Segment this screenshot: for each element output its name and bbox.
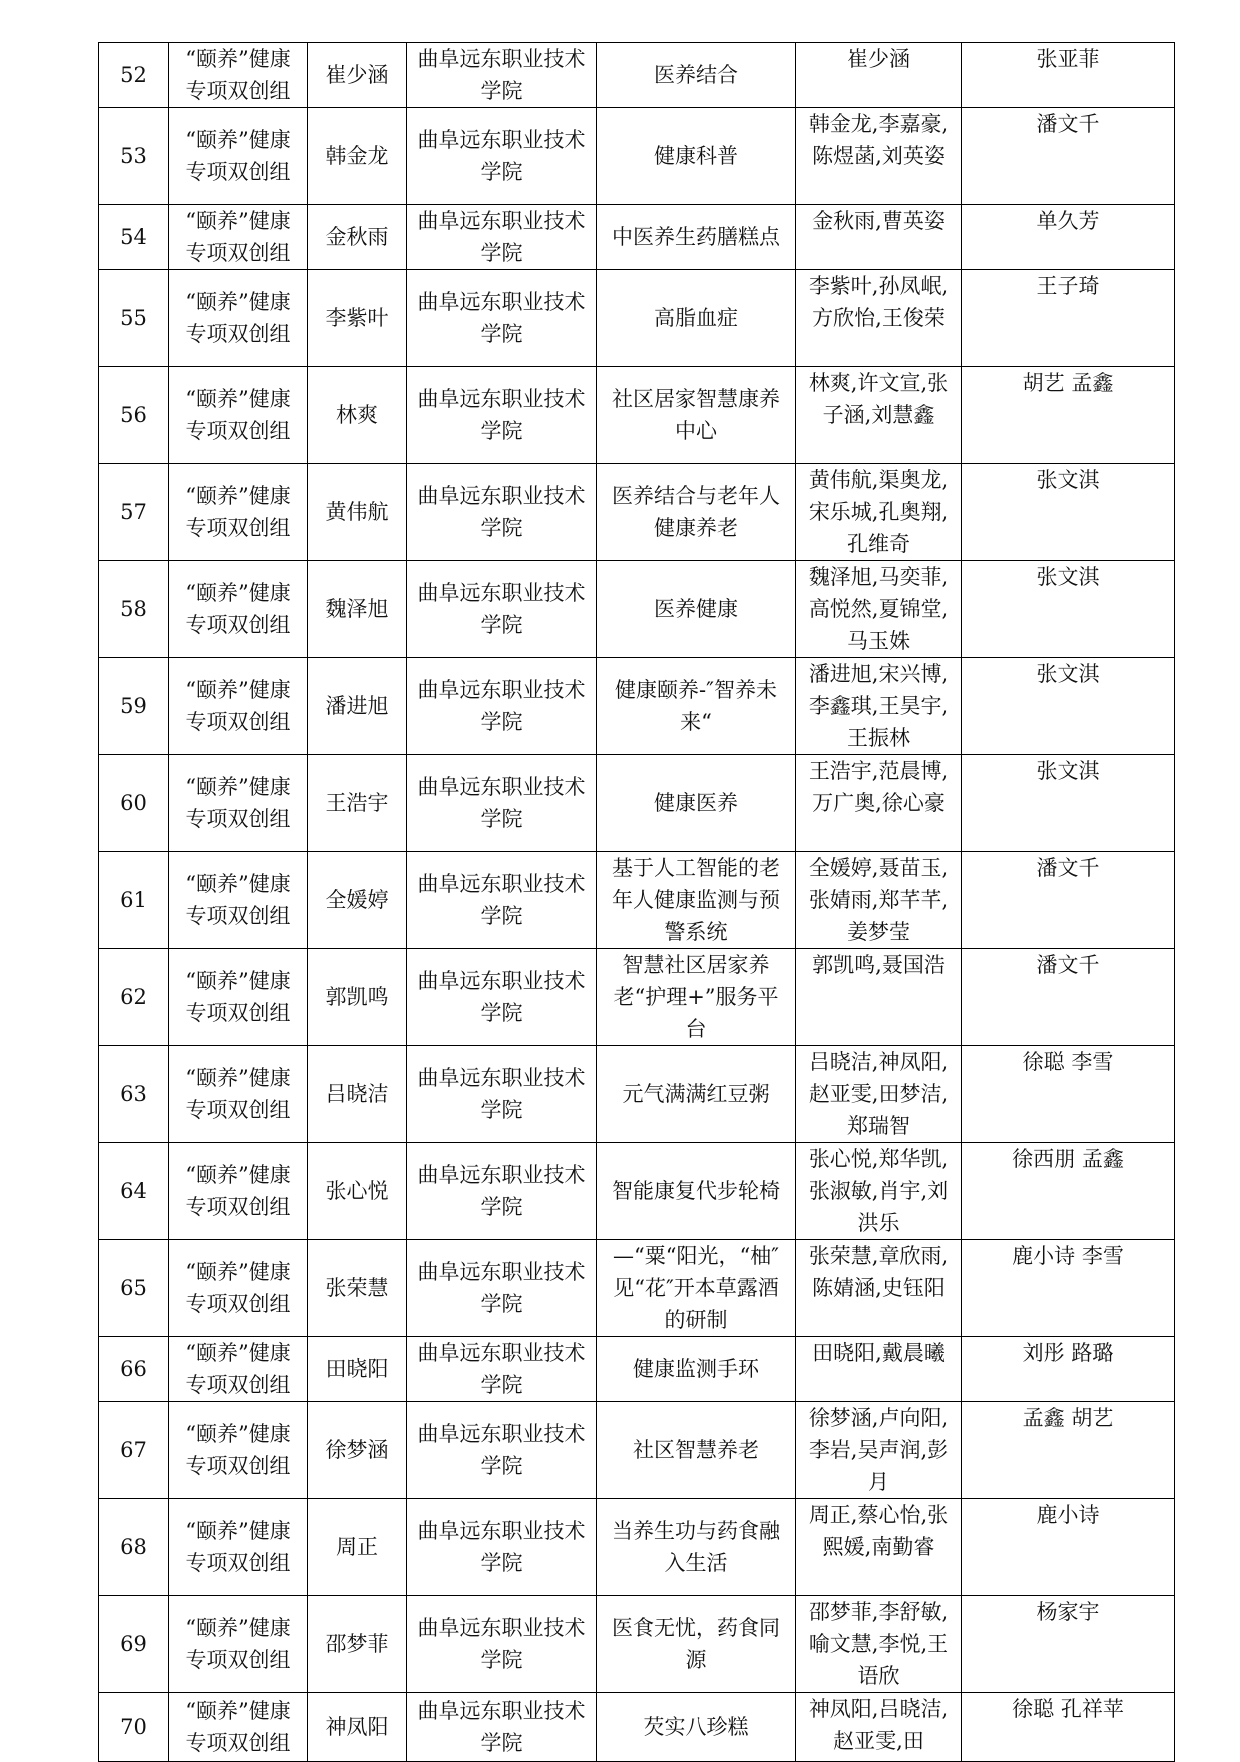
advisor-cell: 潘文千 <box>962 108 1175 205</box>
project-cell: 医食无忧，药食同源 <box>597 1596 796 1693</box>
project-cell: 医养健康 <box>597 561 796 658</box>
school-cell: 曲阜远东职业技术学院 <box>407 949 597 1046</box>
members-cell: 潘进旭,宋兴博,李鑫琪,王昊宇,王振林 <box>796 658 962 755</box>
row-number: 57 <box>99 464 169 561</box>
advisor-cell: 张文淇 <box>962 658 1175 755</box>
school-cell: 曲阜远东职业技术学院 <box>407 1499 597 1596</box>
members-cell: 神凤阳,吕晓洁,赵亚雯,田 <box>796 1693 962 1762</box>
table-row <box>99 1693 1175 1762</box>
members-cell: 魏泽旭,马奕菲,高悦然,夏锦堂,马玉姝 <box>796 561 962 658</box>
project-cell: 健康医养 <box>597 755 796 852</box>
school-cell: 曲阜远东职业技术学院 <box>407 852 597 949</box>
category-cell: “颐养”健康专项双创组 <box>169 464 308 561</box>
leader-cell: 林爽 <box>308 367 407 464</box>
category-cell: “颐养”健康专项双创组 <box>169 561 308 658</box>
project-cell: 社区智慧养老 <box>597 1402 796 1499</box>
school-cell: 曲阜远东职业技术学院 <box>407 367 597 464</box>
table-row <box>99 1402 1175 1499</box>
advisor-cell: 胡艺 孟鑫 <box>962 367 1175 464</box>
category-cell: “颐养”健康专项双创组 <box>169 43 308 108</box>
advisor-cell: 徐聪 李雪 <box>962 1046 1175 1143</box>
leader-cell: 吕晓洁 <box>308 1046 407 1143</box>
project-cell: 医养结合 <box>597 43 796 108</box>
school-cell: 曲阜远东职业技术学院 <box>407 108 597 205</box>
advisor-cell: 张文淇 <box>962 464 1175 561</box>
school-cell: 曲阜远东职业技术学院 <box>407 658 597 755</box>
members-cell: 田晓阳,戴晨曦 <box>796 1337 962 1402</box>
project-cell: 健康颐养-″智养未来“ <box>597 658 796 755</box>
category-cell: “颐养”健康专项双创组 <box>169 1337 308 1402</box>
category-cell: “颐养”健康专项双创组 <box>169 1499 308 1596</box>
members-cell: 王浩宇,范晨博,万广奥,徐心豪 <box>796 755 962 852</box>
row-number: 56 <box>99 367 169 464</box>
category-cell: “颐养”健康专项双创组 <box>169 1143 308 1240</box>
school-cell: 曲阜远东职业技术学院 <box>407 1693 597 1762</box>
members-cell: 周正,蔡心怡,张熙媛,南勤睿 <box>796 1499 962 1596</box>
project-cell: 基于人工智能的老年人健康监测与预警系统 <box>597 852 796 949</box>
school-cell: 曲阜远东职业技术学院 <box>407 755 597 852</box>
school-cell: 曲阜远东职业技术学院 <box>407 1402 597 1499</box>
row-number: 59 <box>99 658 169 755</box>
row-number: 69 <box>99 1596 169 1693</box>
project-cell: 医养结合与老年人健康养老 <box>597 464 796 561</box>
row-number: 60 <box>99 755 169 852</box>
members-cell: 张心悦,郑华凯,张淑敏,肖宇,刘洪乐 <box>796 1143 962 1240</box>
table-row <box>99 1499 1175 1596</box>
category-cell: “颐养”健康专项双创组 <box>169 1046 308 1143</box>
advisor-cell: 王子琦 <box>962 270 1175 367</box>
category-cell: “颐养”健康专项双创组 <box>169 1693 308 1762</box>
leader-cell: 周正 <box>308 1499 407 1596</box>
category-cell: “颐养”健康专项双创组 <box>169 270 308 367</box>
school-cell: 曲阜远东职业技术学院 <box>407 1596 597 1693</box>
advisor-cell: 单久芳 <box>962 205 1175 270</box>
members-cell: 金秋雨,曹英姿 <box>796 205 962 270</box>
school-cell: 曲阜远东职业技术学院 <box>407 1046 597 1143</box>
members-cell: 郭凯鸣,聂国浩 <box>796 949 962 1046</box>
project-cell: 智慧社区居家养老“护理+”服务平台 <box>597 949 796 1046</box>
school-cell: 曲阜远东职业技术学院 <box>407 1240 597 1337</box>
table-row <box>99 949 1175 1046</box>
members-cell: 张荣慧,章欣雨,陈婧涵,史钰阳 <box>796 1240 962 1337</box>
school-cell: 曲阜远东职业技术学院 <box>407 1143 597 1240</box>
row-number: 52 <box>99 43 169 108</box>
advisor-cell: 鹿小诗 <box>962 1499 1175 1596</box>
members-cell: 黄伟航,渠奥龙,宋乐城,孔奥翔,孔维奇 <box>796 464 962 561</box>
category-cell: “颐养”健康专项双创组 <box>169 755 308 852</box>
members-cell: 崔少涵 <box>796 43 962 108</box>
roster-body <box>99 43 1175 1762</box>
team-roster-table <box>98 42 1175 1762</box>
row-number: 54 <box>99 205 169 270</box>
members-cell: 韩金龙,李嘉豪,陈煜菡,刘英姿 <box>796 108 962 205</box>
project-cell: 健康监测手环 <box>597 1337 796 1402</box>
school-cell: 曲阜远东职业技术学院 <box>407 561 597 658</box>
row-number: 65 <box>99 1240 169 1337</box>
members-cell: 李紫叶,孙凤岷,方欣怡,王俊荣 <box>796 270 962 367</box>
leader-cell: 崔少涵 <box>308 43 407 108</box>
advisor-cell: 潘文千 <box>962 852 1175 949</box>
project-cell: 高脂血症 <box>597 270 796 367</box>
category-cell: “颐养”健康专项双创组 <box>169 852 308 949</box>
advisor-cell: 徐西朋 孟鑫 <box>962 1143 1175 1240</box>
leader-cell: 郭凯鸣 <box>308 949 407 1046</box>
members-cell: 林爽,许文宣,张子涵,刘慧鑫 <box>796 367 962 464</box>
members-cell: 徐梦涵,卢向阳,李岩,吴声润,彭月 <box>796 1402 962 1499</box>
table-row <box>99 1240 1175 1337</box>
leader-cell: 田晓阳 <box>308 1337 407 1402</box>
row-number: 66 <box>99 1337 169 1402</box>
school-cell: 曲阜远东职业技术学院 <box>407 1337 597 1402</box>
table-row <box>99 108 1175 205</box>
category-cell: “颐养”健康专项双创组 <box>169 949 308 1046</box>
roster-sheet <box>98 42 1174 1762</box>
leader-cell: 神凤阳 <box>308 1693 407 1762</box>
category-cell: “颐养”健康专项双创组 <box>169 1596 308 1693</box>
leader-cell: 张荣慧 <box>308 1240 407 1337</box>
category-cell: “颐养”健康专项双创组 <box>169 1240 308 1337</box>
advisor-cell: 孟鑫 胡艺 <box>962 1402 1175 1499</box>
table-row <box>99 1337 1175 1402</box>
row-number: 70 <box>99 1693 169 1762</box>
table-row <box>99 464 1175 561</box>
advisor-cell: 潘文千 <box>962 949 1175 1046</box>
advisor-cell: 刘彤 路璐 <box>962 1337 1175 1402</box>
category-cell: “颐养”健康专项双创组 <box>169 658 308 755</box>
category-cell: “颐养”健康专项双创组 <box>169 205 308 270</box>
table-row <box>99 205 1175 270</box>
leader-cell: 韩金龙 <box>308 108 407 205</box>
advisor-cell: 徐聪 孔祥苹 <box>962 1693 1175 1762</box>
leader-cell: 魏泽旭 <box>308 561 407 658</box>
advisor-cell: 杨家宇 <box>962 1596 1175 1693</box>
project-cell: 社区居家智慧康养中心 <box>597 367 796 464</box>
project-cell: 健康科普 <box>597 108 796 205</box>
row-number: 62 <box>99 949 169 1046</box>
members-cell: 邵梦菲,李舒敏,喻文慧,李悦,王语欣 <box>796 1596 962 1693</box>
school-cell: 曲阜远东职业技术学院 <box>407 270 597 367</box>
leader-cell: 黄伟航 <box>308 464 407 561</box>
school-cell: 曲阜远东职业技术学院 <box>407 43 597 108</box>
category-cell: “颐养”健康专项双创组 <box>169 1402 308 1499</box>
table-row <box>99 1596 1175 1693</box>
leader-cell: 徐梦涵 <box>308 1402 407 1499</box>
school-cell: 曲阜远东职业技术学院 <box>407 464 597 561</box>
table-row <box>99 1143 1175 1240</box>
advisor-cell: 张文淇 <box>962 561 1175 658</box>
project-cell: 中医养生药膳糕点 <box>597 205 796 270</box>
members-cell: 全媛婷,聂苗玉,张婧雨,郑芊芊,姜梦莹 <box>796 852 962 949</box>
table-row <box>99 561 1175 658</box>
leader-cell: 潘进旭 <box>308 658 407 755</box>
table-row <box>99 43 1175 108</box>
leader-cell: 全媛婷 <box>308 852 407 949</box>
project-cell: —“粟“阳光，“柚″见“花″开本草露酒的研制 <box>597 1240 796 1337</box>
project-cell: 当养生功与药食融入生活 <box>597 1499 796 1596</box>
leader-cell: 李紫叶 <box>308 270 407 367</box>
category-cell: “颐养”健康专项双创组 <box>169 108 308 205</box>
table-row <box>99 658 1175 755</box>
advisor-cell: 鹿小诗 李雪 <box>962 1240 1175 1337</box>
table-row <box>99 270 1175 367</box>
row-number: 53 <box>99 108 169 205</box>
leader-cell: 王浩宇 <box>308 755 407 852</box>
project-cell: 智能康复代步轮椅 <box>597 1143 796 1240</box>
members-cell: 吕晓洁,神凤阳,赵亚雯,田梦洁,郑瑞智 <box>796 1046 962 1143</box>
row-number: 64 <box>99 1143 169 1240</box>
table-row <box>99 852 1175 949</box>
row-number: 67 <box>99 1402 169 1499</box>
leader-cell: 金秋雨 <box>308 205 407 270</box>
table-row <box>99 755 1175 852</box>
table-row <box>99 367 1175 464</box>
row-number: 68 <box>99 1499 169 1596</box>
row-number: 58 <box>99 561 169 658</box>
category-cell: “颐养”健康专项双创组 <box>169 367 308 464</box>
school-cell: 曲阜远东职业技术学院 <box>407 205 597 270</box>
leader-cell: 张心悦 <box>308 1143 407 1240</box>
advisor-cell: 张文淇 <box>962 755 1175 852</box>
advisor-cell: 张亚菲 <box>962 43 1175 108</box>
project-cell: 元气满满红豆粥 <box>597 1046 796 1143</box>
row-number: 61 <box>99 852 169 949</box>
row-number: 63 <box>99 1046 169 1143</box>
table-row <box>99 1046 1175 1143</box>
leader-cell: 邵梦菲 <box>308 1596 407 1693</box>
row-number: 55 <box>99 270 169 367</box>
project-cell: 芡实八珍糕 <box>597 1693 796 1762</box>
